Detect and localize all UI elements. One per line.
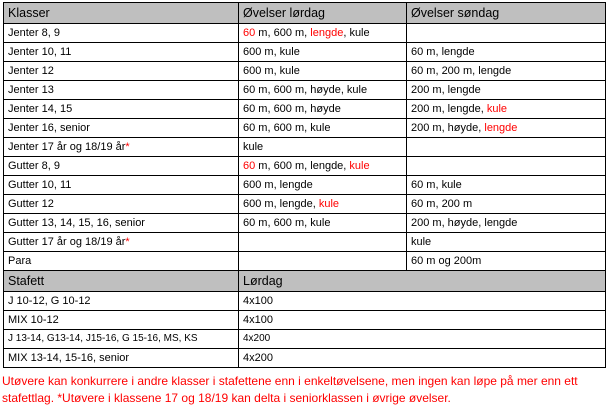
klasse-cell xyxy=(4,24,239,43)
relay-row xyxy=(4,349,606,368)
cell-text: J 13-14, G13-14, J15-16, G 15-16, MS, KS xyxy=(8,333,198,344)
cell-text: 4x200 xyxy=(243,352,273,364)
cell-text: 60 m, 200 m, lengde xyxy=(411,65,512,77)
cell-text: MIX 10-12 xyxy=(8,314,59,326)
cell-text: Gutter 12 xyxy=(8,198,54,210)
sondag-cell xyxy=(407,43,606,62)
highlighted-text: lengde xyxy=(484,122,518,134)
cell-text: 60 m, 600 m, kule xyxy=(243,122,331,134)
cell-text: Øvelser søndag xyxy=(411,6,500,20)
cell-text: 60 m, 200 m xyxy=(411,198,473,210)
relay-lordag-cell xyxy=(239,349,606,368)
lordag-cell xyxy=(239,233,407,252)
highlighted-text: kule xyxy=(318,198,340,210)
sondag-cell xyxy=(407,81,606,100)
relay-lordag-cell xyxy=(239,330,606,349)
sondag-cell xyxy=(407,157,606,176)
stafett-cell xyxy=(4,292,239,311)
sondag-cell xyxy=(407,138,606,157)
cell-text: 4x100 xyxy=(243,314,273,326)
cell-text: MIX 13-14, 15-16, senior xyxy=(8,352,130,364)
cell-text: Gutter 17 år og 18/19 år xyxy=(8,236,126,248)
klasse-cell xyxy=(4,252,239,271)
table-row xyxy=(4,157,606,176)
cell-text: 200 m, lengde, xyxy=(411,103,487,115)
table-row xyxy=(4,100,606,119)
cell-text: Klasser xyxy=(8,6,50,20)
lordag-cell xyxy=(239,176,407,195)
cell-text: 60 m og 200m xyxy=(411,255,482,267)
sondag-cell xyxy=(407,100,606,119)
highlighted-text: 60 xyxy=(243,27,256,39)
cell-text: 4x100 xyxy=(243,295,273,307)
cell-text: 60 m, 600 m, kule xyxy=(243,217,331,229)
lordag-cell xyxy=(239,81,407,100)
klasse-cell xyxy=(4,157,239,176)
sondag-cell xyxy=(407,252,606,271)
cell-text: Gutter 10, 11 xyxy=(8,179,72,191)
lordag-cell xyxy=(239,138,407,157)
lordag-cell xyxy=(239,24,407,43)
table-row xyxy=(4,176,606,195)
cell-text: 200 m, lengde xyxy=(411,84,481,96)
sondag-cell xyxy=(407,62,606,81)
klasse-cell xyxy=(4,176,239,195)
lordag-cell xyxy=(239,157,407,176)
cell-text: Jenter 14, 15 xyxy=(8,103,73,115)
lordag-cell xyxy=(239,119,407,138)
stafett-cell xyxy=(4,330,239,349)
sondag-cell xyxy=(407,24,606,43)
stafett-cell xyxy=(4,349,239,368)
cell-text: Jenter 13 xyxy=(8,84,54,96)
header-sondag xyxy=(407,3,606,24)
lordag-cell xyxy=(239,252,407,271)
klasse-cell xyxy=(4,119,239,138)
klasse-cell xyxy=(4,62,239,81)
header-lordag xyxy=(239,3,407,24)
header-stafett xyxy=(4,271,239,292)
cell-text: kule xyxy=(411,236,432,248)
table-row xyxy=(4,195,606,214)
cell-text: Lørdag xyxy=(243,274,283,288)
cell-text: 200 m, høyde, xyxy=(411,122,485,134)
cell-text: 600 m, kule xyxy=(243,46,300,58)
cell-text: 200 m, høyde, lengde xyxy=(411,217,518,229)
cell-text: J 10-12, G 10-12 xyxy=(8,295,91,307)
sondag-cell xyxy=(407,195,606,214)
footnote: Utøvere kan konkurrere i andre klasser i stafettene enn i enkeltøvelsene, men ingen kan løpe på mer enn ett stafettlag. *Utøvere i klassene 17 og 18/19 kan delta i seniorklassen i øvrige øvelser. xyxy=(2,374,578,405)
relay-row xyxy=(4,292,606,311)
relay-row xyxy=(4,330,606,349)
klasse-cell xyxy=(4,214,239,233)
cell-text: kule xyxy=(243,141,264,153)
cell-text: Para xyxy=(8,255,32,267)
lordag-cell xyxy=(239,62,407,81)
table-row xyxy=(4,233,606,252)
header-klasser xyxy=(4,3,239,24)
cell-text: 600 m, lengde, xyxy=(243,198,319,210)
table-row xyxy=(4,138,606,157)
cell-text: Gutter 13, 14, 15, 16, senior xyxy=(8,217,145,229)
lordag-cell xyxy=(239,100,407,119)
sondag-cell xyxy=(407,176,606,195)
cell-text: 60 m, 600 m, høyde xyxy=(243,103,341,115)
klasse-cell xyxy=(4,81,239,100)
cell-text: Jenter 12 xyxy=(8,65,54,77)
lordag-cell xyxy=(239,214,407,233)
table-row xyxy=(4,81,606,100)
cell-text: m, 600 m, lengde, xyxy=(255,160,350,172)
klasse-cell xyxy=(4,195,239,214)
lordag-cell xyxy=(239,43,407,62)
cell-text: Jenter 17 år og 18/19 år xyxy=(8,141,126,153)
table-row xyxy=(4,24,606,43)
header-row xyxy=(4,3,606,24)
cell-text: Øvelser lørdag xyxy=(243,6,325,20)
cell-text: Jenter 8, 9 xyxy=(8,27,60,39)
sondag-cell xyxy=(407,214,606,233)
klasse-cell xyxy=(4,100,239,119)
cell-text: 4x200 xyxy=(243,333,271,344)
cell-text: 60 m, 600 m, høyde, kule xyxy=(243,84,368,96)
table-row xyxy=(4,43,606,62)
klasse-cell xyxy=(4,233,239,252)
table-row xyxy=(4,214,606,233)
cell-text: 600 m, lengde xyxy=(243,179,313,191)
relay-header-row xyxy=(4,271,606,292)
relay-lordag-cell xyxy=(239,292,606,311)
highlighted-text: lengde xyxy=(310,27,344,39)
cell-text: 60 m, kule xyxy=(411,179,462,191)
sondag-cell xyxy=(407,119,606,138)
highlighted-text: * xyxy=(125,236,130,248)
klasse-cell xyxy=(4,43,239,62)
highlighted-text: 60 xyxy=(243,160,256,172)
cell-text: , kule xyxy=(343,27,370,39)
highlighted-text: kule xyxy=(486,103,508,115)
table-row xyxy=(4,62,606,81)
header-relay-lordag xyxy=(239,271,606,292)
cell-text: 600 m, kule xyxy=(243,65,300,77)
highlighted-text: * xyxy=(125,141,130,153)
klasse-cell xyxy=(4,138,239,157)
sondag-cell xyxy=(407,233,606,252)
cell-text: Jenter 16, senior xyxy=(8,122,90,134)
cell-text: 60 m, lengde xyxy=(411,46,475,58)
relay-lordag-cell xyxy=(239,311,606,330)
events-table xyxy=(3,2,606,368)
lordag-cell xyxy=(239,195,407,214)
table-row xyxy=(4,119,606,138)
cell-text: Stafett xyxy=(8,274,45,288)
stafett-cell xyxy=(4,311,239,330)
cell-text: m, 600 m, xyxy=(255,27,311,39)
cell-text: Jenter 10, 11 xyxy=(8,46,72,58)
relay-row xyxy=(4,311,606,330)
cell-text: Gutter 8, 9 xyxy=(8,160,60,172)
table-row xyxy=(4,252,606,271)
highlighted-text: kule xyxy=(349,160,370,172)
